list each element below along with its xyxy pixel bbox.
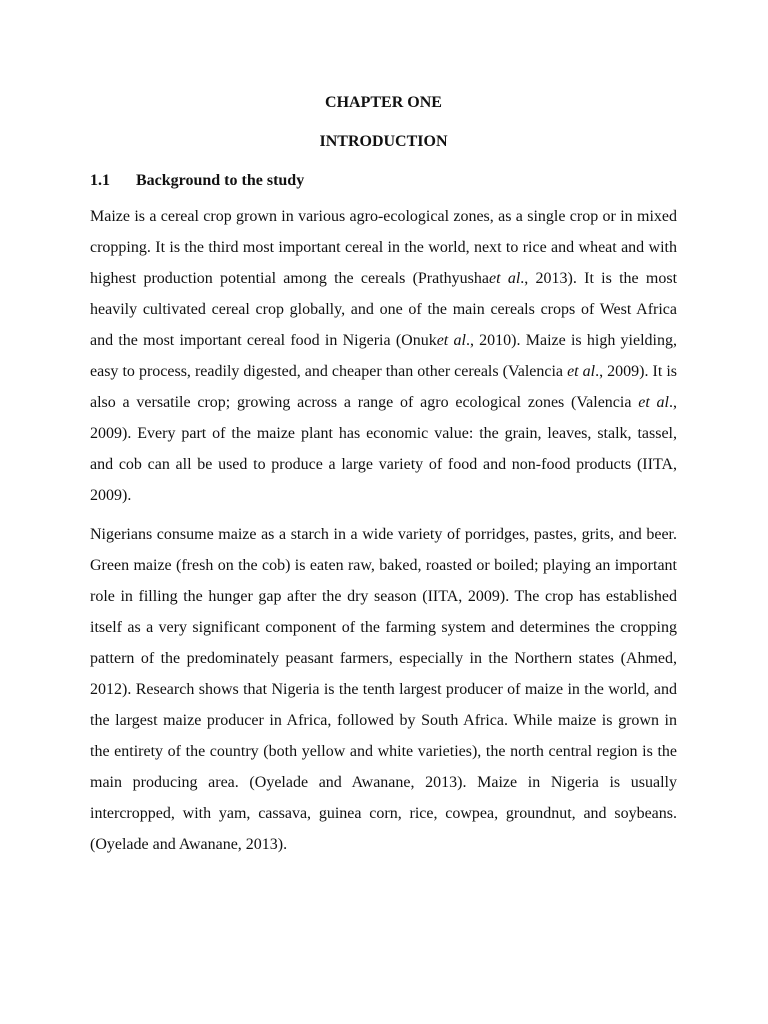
paragraph-1-text-d: ., 2009). It is also a versatile crop; growing across a range of agro ecological zones (Valencia [90, 363, 677, 411]
section-heading [90, 171, 677, 191]
document-page [90, 88, 677, 860]
paragraph-1-text-e: ., 2009). Every part of the maize plant has economic value: the grain, leaves, stalk, tassel, and cob can all be used to produce a large variety of food and non-food products (IITA, 2009). [90, 394, 677, 504]
paragraph-1-text-b: ., 2013). It is the most heavily cultivated cereal crop globally, and one of the main cereals crops of West Africa and the most important cereal food in Nigeria (Onuk [90, 270, 678, 349]
chapter-title: INTRODUCTION [319, 133, 448, 150]
paragraph-1 [90, 201, 677, 511]
paragraph-1-text-c: ., 2010). Maize is high yielding, easy to process, readily digested, and cheaper than other cereals (Valencia [90, 332, 677, 380]
chapter-heading: CHAPTER ONE [325, 94, 442, 111]
section-number: 1.1 [90, 172, 110, 189]
citation-et-al: et al [436, 332, 466, 349]
citation-et-al: et al [638, 394, 669, 411]
paragraph-2: Nigerians consume maize as a starch in a wide variety of porridges, pastes, grits, and beer. Green maize (fresh on the cob) is eaten raw, baked, roasted or boiled; playing an important role in filling the hunger gap after the dry season (IITA, 2009). The crop has established itself as a very significant component of the farming system and determines the cropping pattern of the predominately peasant farmers, especially in the Northern states (Ahmed, 2012). Research shows that Nigeria is the tenth largest producer of maize in the world, and the largest maize producer in Africa, followed by South Africa. While maize is grown in the entirety of the country (both yellow and white varieties), the north central region is the main producing area. (Oyelade and Awanane, 2013). Maize in Nigeria is usually intercropped, with yam, cassava, guinea corn, rice, cowpea, groundnut, and soybeans. (Oyelade and Awanane, 2013). [90, 526, 677, 853]
citation-et-al: et al [489, 270, 521, 287]
section-title: Background to the study [136, 172, 305, 189]
paragraph-1-text-a: Maize is a cereal crop grown in various agro-ecological zones, as a single crop or in mixed cropping. It is the third most important cereal in the world, next to rice and wheat and with highest production potential among the cereals (Prathyusha [90, 208, 677, 287]
citation-et-al: et al [567, 363, 596, 380]
